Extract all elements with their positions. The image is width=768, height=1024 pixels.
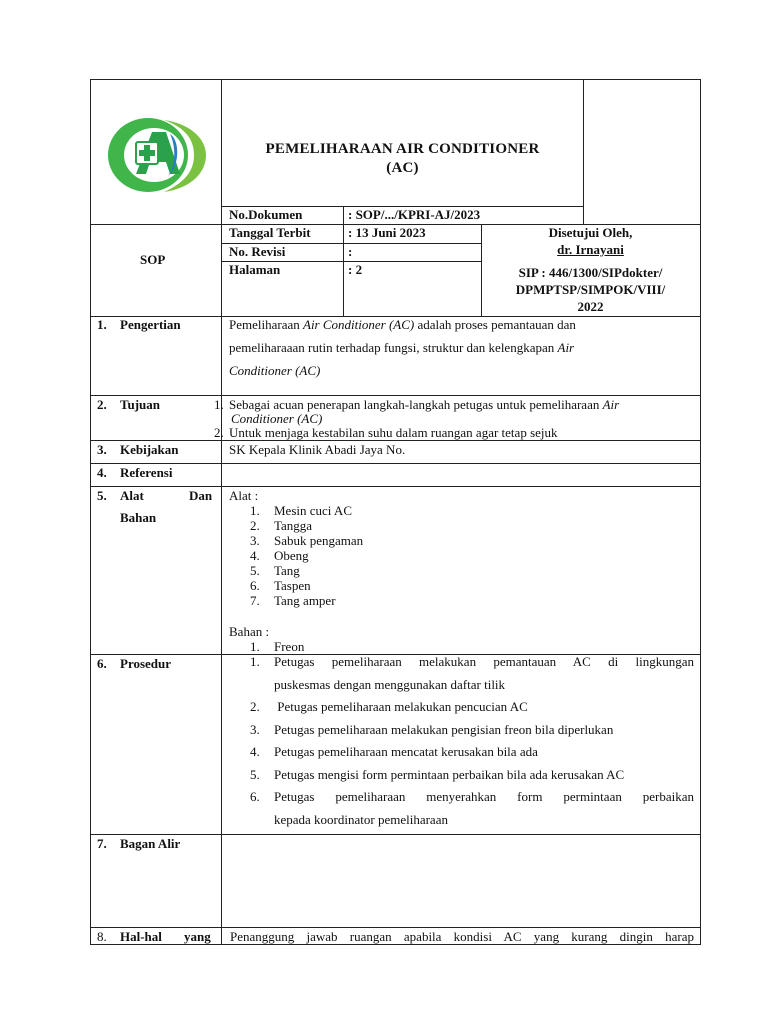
tujuan-item-number: 1.: [214, 397, 224, 412]
text-run: Sebagai acuan penerapan langkah-langkah petugas untuk pemeliharaan: [229, 397, 603, 412]
list-number: 4.: [250, 548, 260, 563]
bahan-heading: Bahan :: [229, 624, 270, 639]
section-label-hal-hal: Hal-hal: [120, 929, 162, 944]
halaman-label: Halaman: [229, 262, 281, 277]
list-number: 1.: [250, 503, 260, 518]
no-revisi-value: :: [348, 244, 353, 259]
tujuan-item-number: 2.: [214, 425, 224, 440]
halaman-value: : 2: [348, 262, 363, 277]
prosedur-step: [250, 719, 694, 742]
divider: [583, 79, 584, 224]
list-item: [250, 563, 363, 578]
divider: [90, 834, 701, 835]
pengertian-line-1: [229, 317, 576, 332]
step-text: Petugas pemeliharaan melakukan pencucian AC: [274, 699, 528, 714]
prosedur-step: [250, 741, 694, 764]
divider: [90, 486, 701, 487]
divider: [90, 395, 701, 396]
section-number: 3.: [97, 442, 107, 457]
list-item: [250, 548, 363, 563]
text-run-italic: Air: [602, 397, 620, 412]
list-text: Freon: [274, 639, 305, 654]
tanggal-terbit-label: Tanggal Terbit: [229, 225, 311, 240]
section-label-alat: Alat: [120, 488, 144, 503]
prosedur-step: [250, 696, 694, 719]
section-label-kebijakan: Kebijakan: [120, 442, 179, 457]
divider: [90, 927, 701, 928]
text-run-italic: Air Conditioner (AC): [303, 317, 415, 332]
no-dokumen-label: No.Dokumen: [229, 207, 303, 222]
step-number: 2.: [250, 699, 260, 714]
text-run: adalah proses pemantauan dan: [414, 317, 576, 332]
step-text: Petugas mengisi form permintaan perbaikan bila ada kerusakan AC: [274, 766, 625, 782]
list-text: Taspen: [274, 578, 311, 593]
tujuan-item-1-cont: Conditioner (AC): [231, 411, 323, 426]
alat-list: [250, 503, 363, 608]
list-number: 7.: [250, 593, 260, 608]
step-number: 3.: [250, 721, 260, 737]
step-text: Petugas pemeliharaan melakukan pemantauan AC di lingkungan: [274, 654, 694, 669]
section-label-tujuan: Tujuan: [120, 397, 160, 412]
list-item: [250, 518, 363, 533]
tujuan-item-1: [229, 397, 619, 412]
prosedur-steps: [250, 651, 694, 831]
sop-label: SOP: [140, 252, 166, 267]
sip-line-3: 2022: [577, 299, 604, 314]
table-border-top: [90, 79, 701, 80]
tanggal-terbit-value: : 13 Juni 2023: [348, 225, 426, 240]
document-title-line2: (AC): [386, 160, 419, 176]
list-item: [250, 533, 363, 548]
section-number: 5.: [97, 488, 107, 503]
section-label-yang: yang: [184, 929, 211, 944]
step-text: Petugas pemeliharaan melakukan pengisian freon bila diperlukan: [274, 721, 614, 737]
pengertian-line-2: [229, 340, 574, 355]
section-number: 6.: [97, 656, 107, 671]
section-number: 1.: [97, 317, 107, 332]
list-number: 2.: [250, 518, 260, 533]
section-label-prosedur: Prosedur: [120, 656, 172, 671]
text-run: pemeliharaaan rutin terhadap fungsi, struktur dan kelengkapan: [229, 340, 558, 355]
prosedur-step: [250, 651, 694, 696]
no-revisi-label: No. Revisi: [229, 244, 286, 259]
approved-by-label: Disetujui Oleh,: [548, 225, 633, 240]
divider: [90, 463, 701, 464]
prosedur-step: [250, 764, 694, 787]
approver-name: dr. Irnayani: [557, 242, 624, 257]
section-label-referensi: Referensi: [120, 465, 173, 480]
divider: [221, 79, 222, 945]
clinic-logo-icon: [106, 116, 206, 194]
list-number: 5.: [250, 563, 260, 578]
list-number: 6.: [250, 578, 260, 593]
alat-heading: Alat :: [229, 488, 259, 503]
step-number: 1.: [250, 654, 260, 669]
step-number: 4.: [250, 744, 260, 759]
list-text: Mesin cuci AC: [274, 503, 352, 518]
pengertian-line-3: Conditioner (AC): [229, 363, 321, 378]
document-title-line1: PEMELIHARAAN AIR CONDITIONER: [265, 141, 540, 157]
section-label-dan: Dan: [189, 488, 213, 503]
step-text: Petugas pemeliharaan menyerahkan form permintaan perbaikan: [274, 789, 694, 804]
step-number: 5.: [250, 766, 260, 782]
list-text: Sabuk pengaman: [274, 533, 364, 548]
list-item: [250, 503, 363, 518]
step-text: Petugas pemeliharaan mencatat kerusakan bila ada: [274, 744, 538, 759]
table-border-left: [90, 79, 91, 945]
tujuan-item-2: Untuk menjaga kestabilan suhu dalam ruangan agar tetap sejuk: [229, 425, 558, 440]
kebijakan-text: SK Kepala Klinik Abadi Jaya No.: [229, 442, 406, 457]
list-item: [250, 578, 363, 593]
step-text-cont: puskesmas dengan menggunakan daftar tilik: [274, 676, 506, 692]
table-border-right: [700, 79, 701, 945]
section-label-bahan: Bahan: [120, 510, 157, 525]
no-dokumen-value: : SOP/.../KPRI-AJ/2023: [348, 207, 481, 222]
list-text: Obeng: [274, 548, 309, 563]
hal-hal-text: Penanggung jawab ruangan apabila kondisi AC yang kurang dingin harap: [230, 929, 694, 944]
sip-line-2: DPMPTSP/SIMPOK/VIII/: [515, 282, 666, 297]
section-label-pengertian: Pengertian: [120, 317, 181, 332]
section-label-bagan-alir: Bagan Alir: [120, 836, 181, 851]
list-number: 1.: [250, 639, 260, 654]
section-number: 7.: [97, 836, 107, 851]
section-number: 8.: [97, 929, 107, 944]
text-run: Pemeliharaan: [229, 317, 303, 332]
section-number: 2.: [97, 397, 107, 412]
divider: [90, 440, 701, 441]
text-run-italic: Air: [557, 340, 575, 355]
section-number: 4.: [97, 465, 107, 480]
list-text: Tang amper: [274, 593, 336, 608]
step-number: 6.: [250, 789, 260, 804]
list-item: [250, 593, 363, 608]
prosedur-step: [250, 786, 694, 831]
step-text-cont: kepada koordinator pemeliharaan: [274, 811, 448, 827]
document-title: [222, 140, 583, 178]
list-number: 3.: [250, 533, 260, 548]
list-text: Tang: [274, 563, 300, 578]
sip-line-1: SIP : 446/1300/SIPdokter/: [518, 265, 663, 280]
list-text: Tangga: [274, 518, 313, 533]
table-border-bottom: [90, 944, 701, 945]
